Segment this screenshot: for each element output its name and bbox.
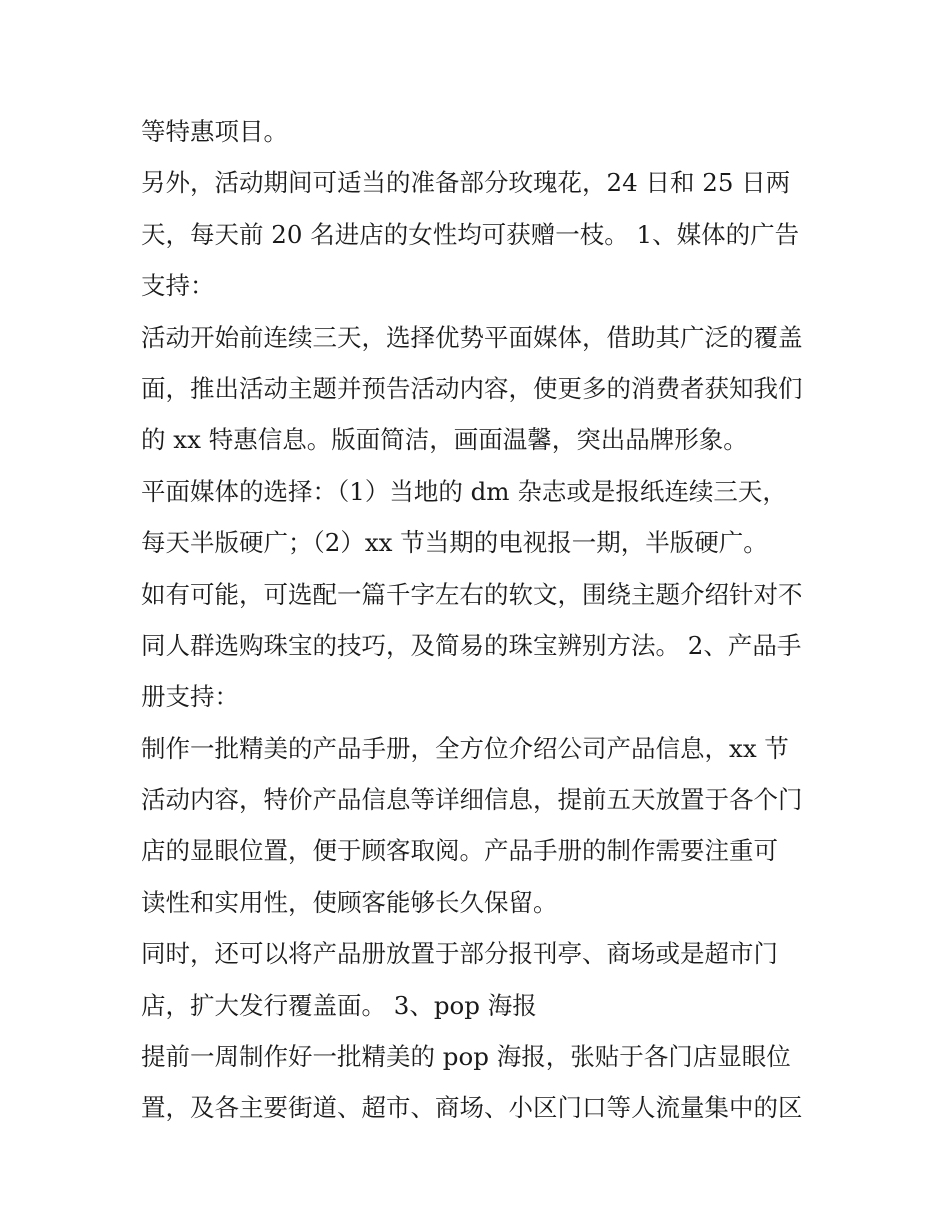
text-line: 置，及各主要街道、超市、商场、小区门口等人流量集中的区 [141,1093,803,1123]
text-line: 如有可能，可选配一篇千字左右的软文，围绕主题介绍针对不 [141,579,803,609]
text-line: 另外，活动期间可适当的准备部分玫瑰花，24 日和 25 日两 [141,168,791,198]
paragraph [141,569,816,723]
text-line: 提前一周制作好一批精美的 pop 海报，张贴于各门店显眼位 [141,1042,791,1072]
text-line: 店，扩大发行覆盖面。 3、pop 海报 [141,990,537,1020]
paragraph [141,928,816,1031]
text-line: 支持： [141,271,215,301]
paragraph [141,466,816,569]
text-line: 册支持： [141,682,239,712]
text-line: 的 xx 特惠信息。版面简洁，画面温馨，突出品牌形象。 [141,425,748,455]
text-line: 读性和实用性，使顾客能够长久保留。 [141,887,558,917]
text-line: 每天半版硬广；（2）xx 节当期的电视报一期，半版硬广。 [141,528,768,558]
text-line: 活动内容，特价产品信息等详细信息，提前五天放置于各个门 [141,785,803,815]
document-body [141,106,816,1134]
paragraph [141,106,816,157]
paragraph [141,723,816,929]
paragraph [141,312,816,466]
text-line: 同人群选购珠宝的技巧，及简易的珠宝辨别方法。 2、产品手 [141,630,802,660]
text-line: 同时，还可以将产品册放置于部分报刊亭、商场或是超市门 [141,939,778,969]
text-line: 店的显眼位置，便于顾客取阅。产品手册的制作需要注重可 [141,836,778,866]
paragraph [141,1031,816,1134]
text-line: 平面媒体的选择：（1）当地的 dm 杂志或是报纸连续三天， [141,476,787,506]
text-line: 活动开始前连续三天，选择优势平面媒体，借助其广泛的覆盖 [141,322,803,352]
text-line: 面，推出活动主题并预告活动内容，使更多的消费者获知我们 [141,373,803,403]
text-line: 制作一批精美的产品手册，全方位介绍公司产品信息，xx 节 [141,733,789,763]
text-line: 等特惠项目。 [141,117,288,146]
paragraph [141,157,816,311]
text-line: 天，每天前 20 名进店的女性均可获赠一枝。 1、媒体的广告 [141,219,800,249]
